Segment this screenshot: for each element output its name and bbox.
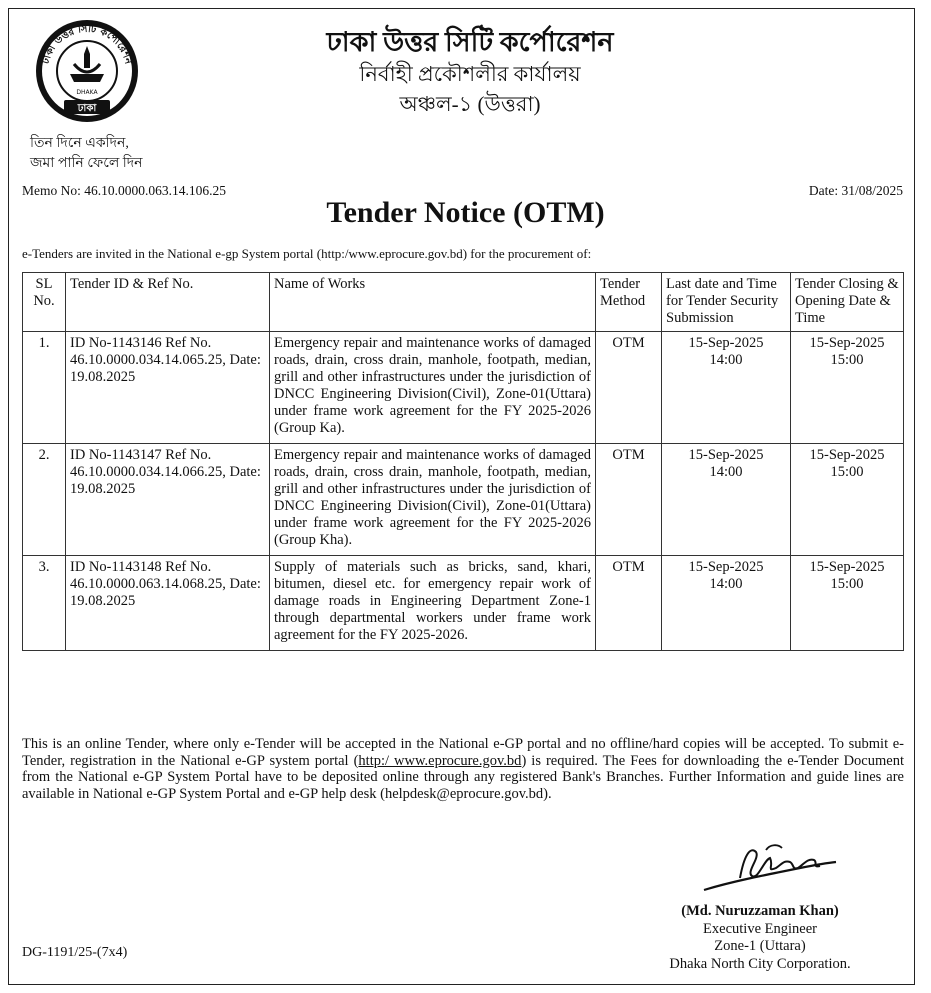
- instructions-paragraph: [22, 736, 904, 802]
- handwritten-signature: [700, 838, 840, 898]
- row-sl: 2.: [23, 444, 66, 556]
- instructions-text-2: ) is required. The Fees for downloading the e-Tender Document from the National e-GP System Portal have to be deposited online through any registered Bank's Branches. Further Information and guide lines are available in National e-GP System Portal and e-GP help desk (helpdesk@eprocure.gov.bd).: [22, 752, 904, 802]
- header-name-of-works: Name of Works: [270, 273, 596, 332]
- signatory-name: (Md. Nuruzzaman Khan): [681, 903, 839, 919]
- row-tender-id: ID No-1143148 Ref No. 46.10.0000.063.14.068.25, Date: 19.08.2025: [66, 556, 270, 651]
- header-tender-method: Tender Method: [596, 273, 662, 332]
- seal-bottom-text: ঢাকা: [77, 103, 97, 114]
- intro-text: e-Tenders are invited in the National e-gp System portal (http:/www.eprocure.gov.bd) for the procurement of:: [22, 246, 592, 261]
- table-row: [23, 556, 904, 651]
- last-date-value: 15-Sep-2025: [688, 559, 764, 575]
- closing-time-value: 15:00: [830, 352, 864, 368]
- signatory-organization: Dhaka North City Corporation.: [669, 955, 851, 972]
- seal-top-text: ঢাকা উত্তর সিটি কর্পোরেশন: [40, 23, 134, 66]
- row-closing-date: [791, 556, 904, 651]
- row-name-of-works: Supply of materials such as bricks, sand, khari, bitumen, diesel etc. for emergency repair work of damage roads in Engineering Department Zone-1 through departmental workers under frame work agreement for the FY 2025-2026.: [270, 556, 596, 651]
- row-sl: 1.: [23, 332, 66, 444]
- table-row: [23, 444, 904, 556]
- row-last-date: [662, 556, 791, 651]
- slogan-line-1: তিন দিনে একদিন,: [30, 136, 129, 151]
- row-closing-date: [791, 444, 904, 556]
- header-sl: SL No.: [23, 273, 66, 332]
- last-time-value: 14:00: [709, 352, 743, 368]
- closing-time-value: 15:00: [830, 576, 864, 592]
- org-name-bn: ঢাকা উত্তর সিটি কর্পোরেশন: [326, 27, 614, 57]
- row-tender-method: OTM: [596, 332, 662, 444]
- header-last-date: Last date and Time for Tender Security Submission: [662, 273, 791, 332]
- table-row: [23, 332, 904, 444]
- closing-time-value: 15:00: [830, 464, 864, 480]
- closing-date-value: 15-Sep-2025: [809, 335, 885, 351]
- seal-center-text: DHAKA: [76, 89, 98, 96]
- last-date-value: 15-Sep-2025: [688, 447, 764, 463]
- closing-date-value: 15-Sep-2025: [809, 559, 885, 575]
- row-closing-date: [791, 332, 904, 444]
- row-tender-id: ID No-1143146 Ref No. 46.10.0000.034.14.065.25, Date: 19.08.2025: [66, 332, 270, 444]
- row-sl: 3.: [23, 556, 66, 651]
- row-last-date: [662, 332, 791, 444]
- page-title: Tender Notice (OTM): [326, 196, 605, 229]
- eprocure-link[interactable]: http:/ www.eprocure.gov.bd: [358, 752, 522, 769]
- notice-date: Date: 31/08/2025: [808, 183, 903, 198]
- slogan-line-2: জমা পানি ফেলে দিন: [30, 156, 143, 171]
- row-tender-id: ID No-1143147 Ref No. 46.10.0000.034.14.066.25, Date: 19.08.2025: [66, 444, 270, 556]
- row-name-of-works: Emergency repair and maintenance works of damaged roads, drain, cross drain, manhole, footpath, median, grill and other infrastructures under the jurisdiction of DNCC Engineering Division(Civil), Zone-01(Uttara) under frame work agreement for the FY 2025-2026 (Group Kha).: [270, 444, 596, 556]
- signatory-designation: Executive Engineer: [703, 920, 817, 937]
- last-date-value: 15-Sep-2025: [688, 335, 764, 351]
- table-header-row: [23, 273, 904, 332]
- row-last-date: [662, 444, 791, 556]
- row-tender-method: OTM: [596, 444, 662, 556]
- signatory-zone: Zone-1 (Uttara): [714, 938, 806, 954]
- closing-date-value: 15-Sep-2025: [809, 447, 885, 463]
- instructions-text-1: This is an online Tender, where only e-Tender will be accepted in the National e-GP portal and no offline/hard copies will be accepted. To submit e-Tender, registration in the National e-GP system portal (: [22, 736, 904, 769]
- dg-number: DG-1191/25-(7x4): [22, 945, 128, 960]
- last-time-value: 14:00: [709, 576, 743, 592]
- office-name-bn: নির্বাহী প্রকৌশলীর কার্যালয়: [359, 62, 581, 86]
- zone-name-bn: অঞ্চল-১ (উত্তরা): [399, 92, 541, 116]
- tender-table: [22, 272, 904, 651]
- row-name-of-works: Emergency repair and maintenance works of damaged roads, drain, cross drain, manhole, footpath, median, grill and other infrastructures under the jurisdiction of DNCC Engineering Division(Civil), Zone-01(Uttara) under frame work agreement for the FY 2025-2026 (Group Ka).: [270, 332, 596, 444]
- header-closing-date: Tender Closing & Opening Date & Time: [791, 273, 904, 332]
- memo-number: Memo No: 46.10.0000.063.14.106.25: [22, 183, 226, 198]
- header-tender-id: Tender ID & Ref No.: [66, 273, 270, 332]
- last-time-value: 14:00: [709, 464, 743, 480]
- row-tender-method: OTM: [596, 556, 662, 651]
- dncc-seal-logo: [34, 18, 140, 124]
- signature-block: [620, 903, 900, 973]
